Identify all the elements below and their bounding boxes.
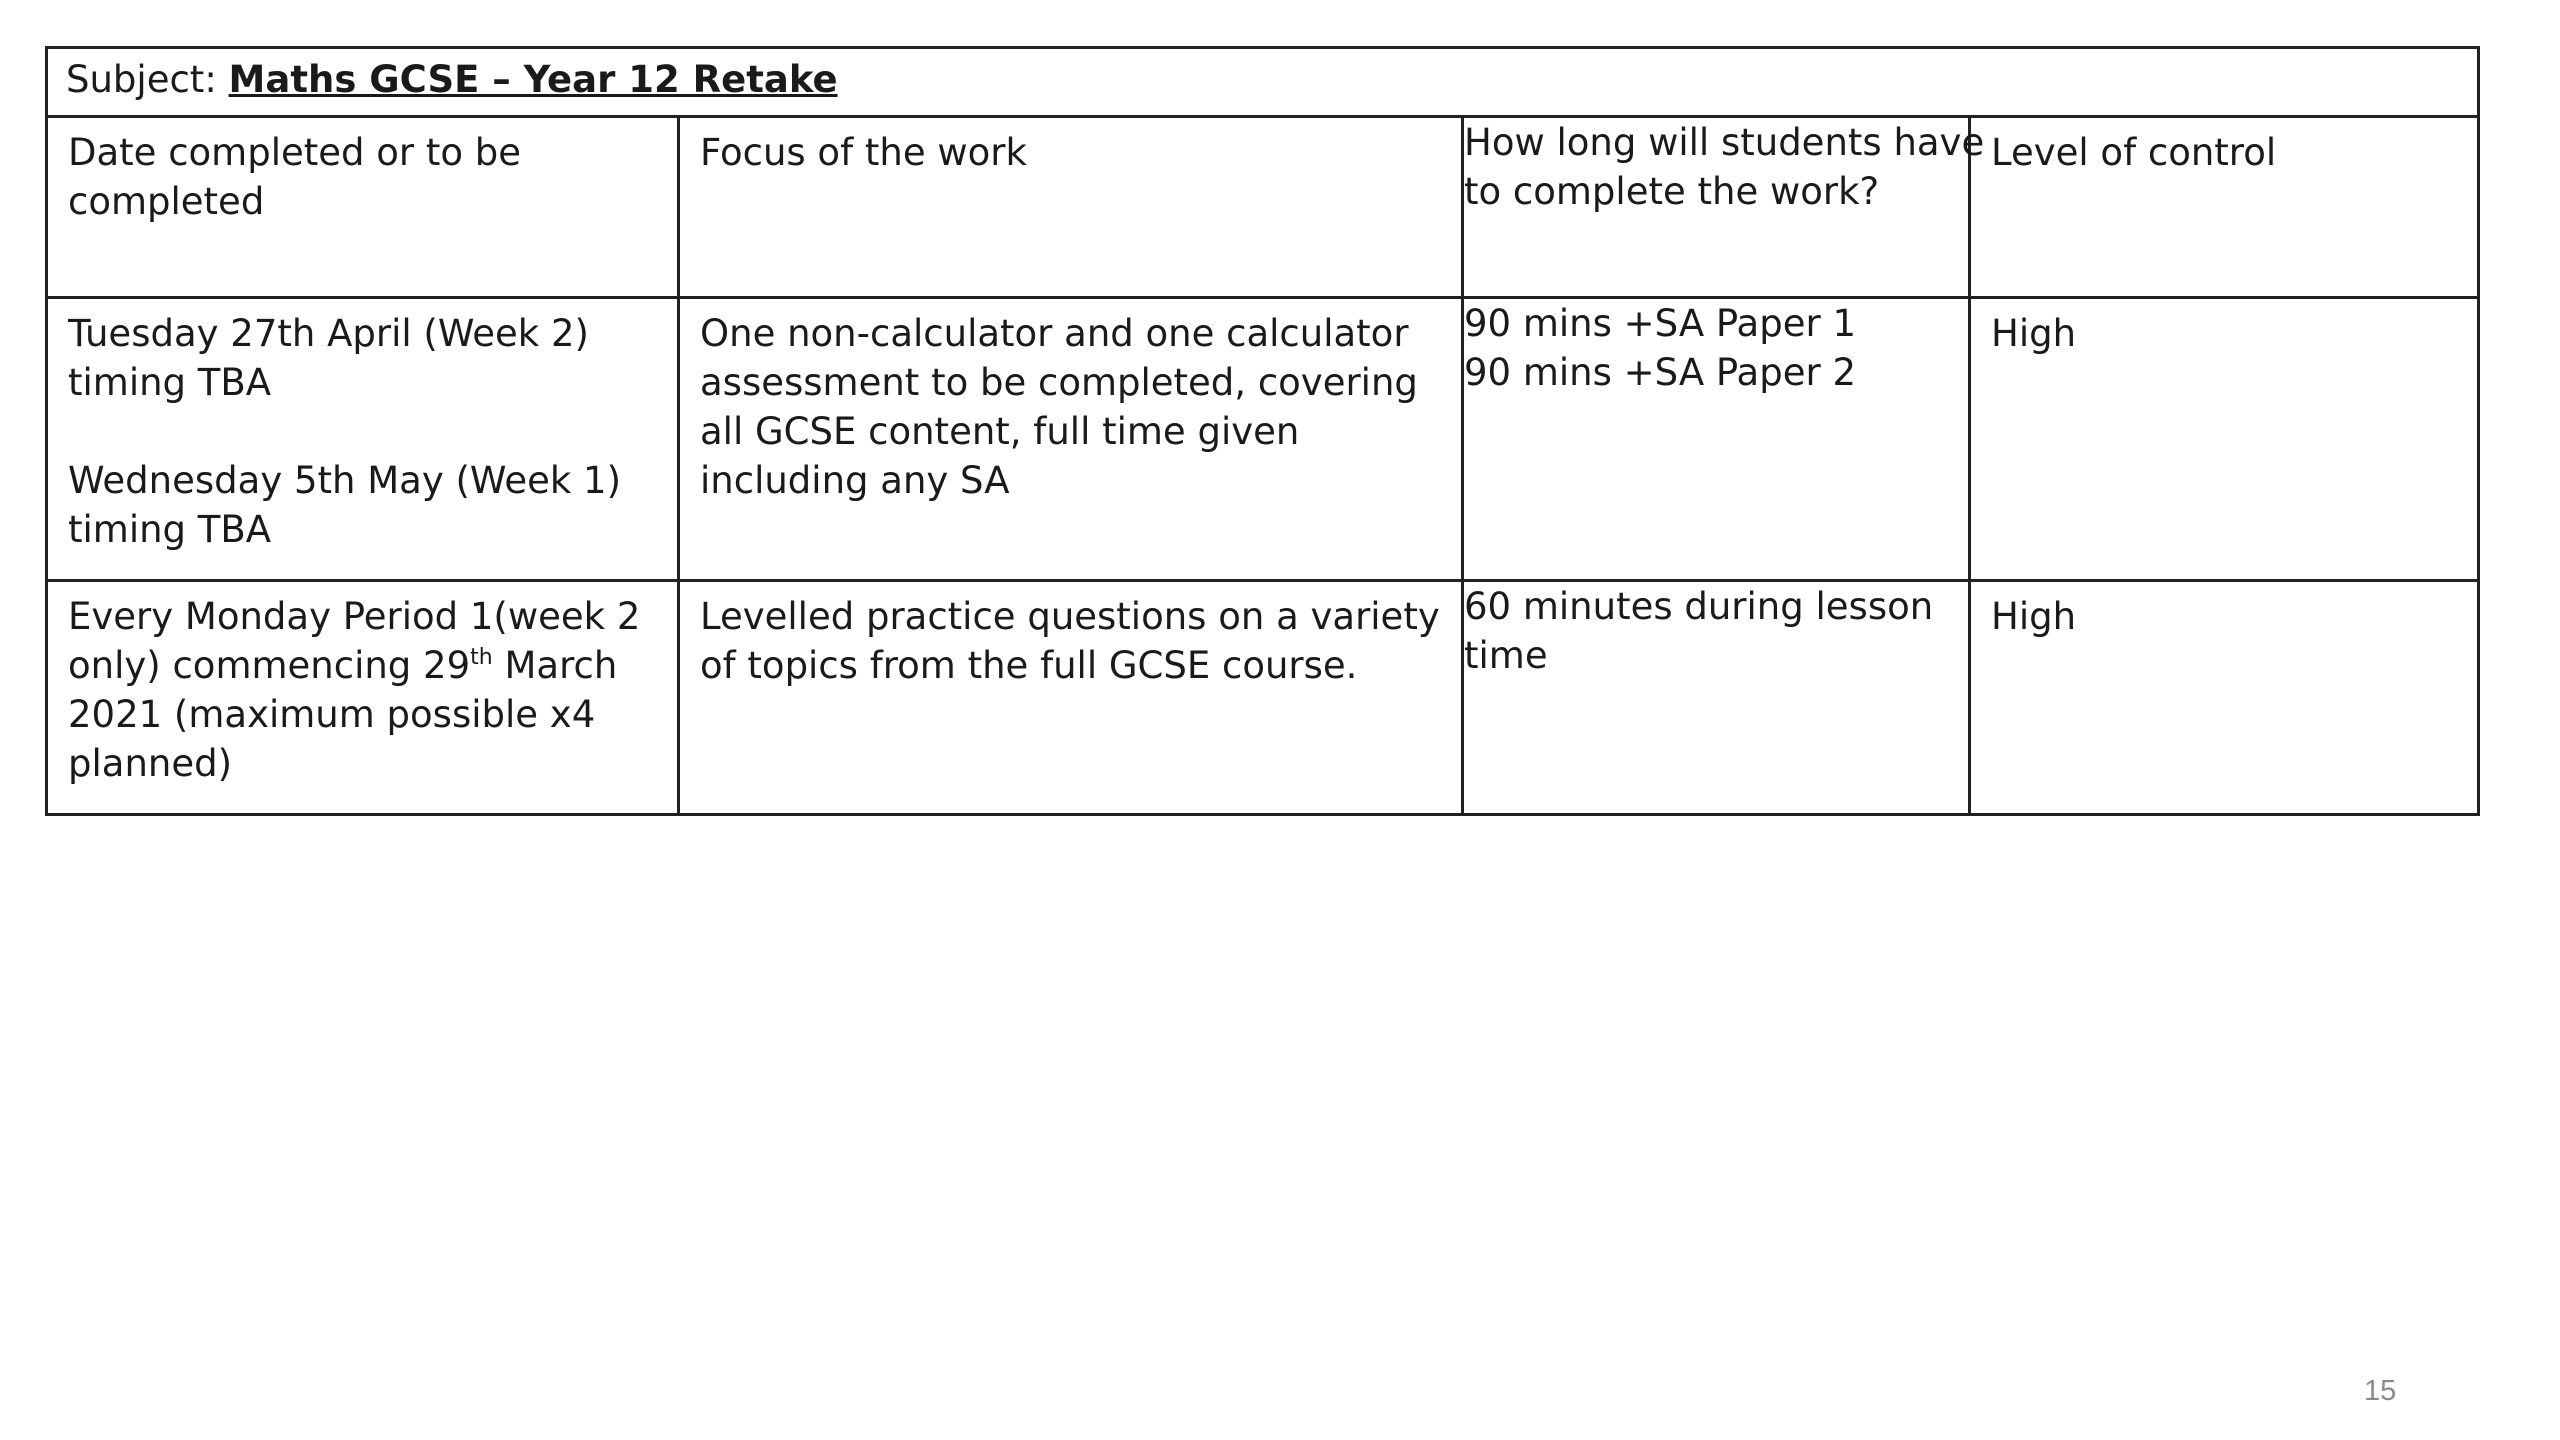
row1-focus-line: assessment to be completed, covering <box>700 361 1418 404</box>
table-row <box>47 581 2479 815</box>
row1-date-line: Wednesday 5th May (Week 1) <box>68 459 622 502</box>
header-control <box>1970 117 2479 298</box>
row2-duration <box>1463 581 1970 815</box>
header-date-line: completed <box>68 180 265 223</box>
header-date-line: Date completed or to be <box>68 131 522 174</box>
row2-date-text: March <box>492 644 618 687</box>
row1-control-text: High <box>1991 312 2077 355</box>
ordinal-suffix: th <box>470 645 493 670</box>
page-number: 15 <box>2364 1375 2397 1407</box>
row1-date <box>47 298 679 581</box>
header-row <box>47 117 2479 298</box>
header-focus <box>679 117 1463 298</box>
row2-date-line: Every Monday Period 1(week 2 <box>68 595 641 638</box>
row1-date-gap <box>68 407 657 456</box>
row1-focus-line: One non-calculator and one calculator <box>700 312 1409 355</box>
row1-focus <box>679 298 1463 581</box>
row2-focus-line: Levelled practice questions on a variety <box>700 595 1440 638</box>
header-focus-text: Focus of the work <box>700 131 1027 174</box>
assessment-schedule-table <box>45 46 2480 816</box>
row2-date <box>47 581 679 815</box>
subject-value: Maths GCSE – Year 12 Retake <box>228 58 838 101</box>
row2-date-line <box>68 641 657 690</box>
row1-focus-line: all GCSE content, full time given <box>700 410 1300 453</box>
header-date <box>47 117 679 298</box>
row1-duration-line: 90 mins +SA Paper 1 <box>1464 302 1856 345</box>
row2-duration-line: 60 minutes during lesson <box>1464 585 1934 628</box>
row2-date-line: planned) <box>68 742 233 785</box>
row1-control <box>1970 298 2479 581</box>
row2-date-line: 2021 (maximum possible x4 <box>68 693 596 736</box>
row2-control-text: High <box>1991 595 2077 638</box>
row2-date-text: only) commencing 29 <box>68 644 471 687</box>
header-control-text: Level of control <box>1991 131 2277 174</box>
header-duration-line: to complete the work? <box>1464 170 1880 213</box>
row1-date-line: timing TBA <box>68 508 272 551</box>
row2-control <box>1970 581 2479 815</box>
row2-focus <box>679 581 1463 815</box>
header-duration-line: How long will students have <box>1464 121 1985 164</box>
row1-duration <box>1463 298 1970 581</box>
row2-focus-line: of topics from the full GCSE course. <box>700 644 1358 687</box>
row1-focus-line: including any SA <box>700 459 1010 502</box>
table-row <box>47 298 2479 581</box>
subject-cell <box>47 48 2479 117</box>
row1-duration-line: 90 mins +SA Paper 2 <box>1464 351 1856 394</box>
subject-label: Subject: <box>66 58 229 101</box>
header-duration <box>1463 117 1985 298</box>
subject-row <box>47 48 2479 117</box>
row2-duration-line: time <box>1464 634 1548 677</box>
row1-date-line: Tuesday 27th April (Week 2) <box>68 312 589 355</box>
row1-date-line: timing TBA <box>68 361 272 404</box>
